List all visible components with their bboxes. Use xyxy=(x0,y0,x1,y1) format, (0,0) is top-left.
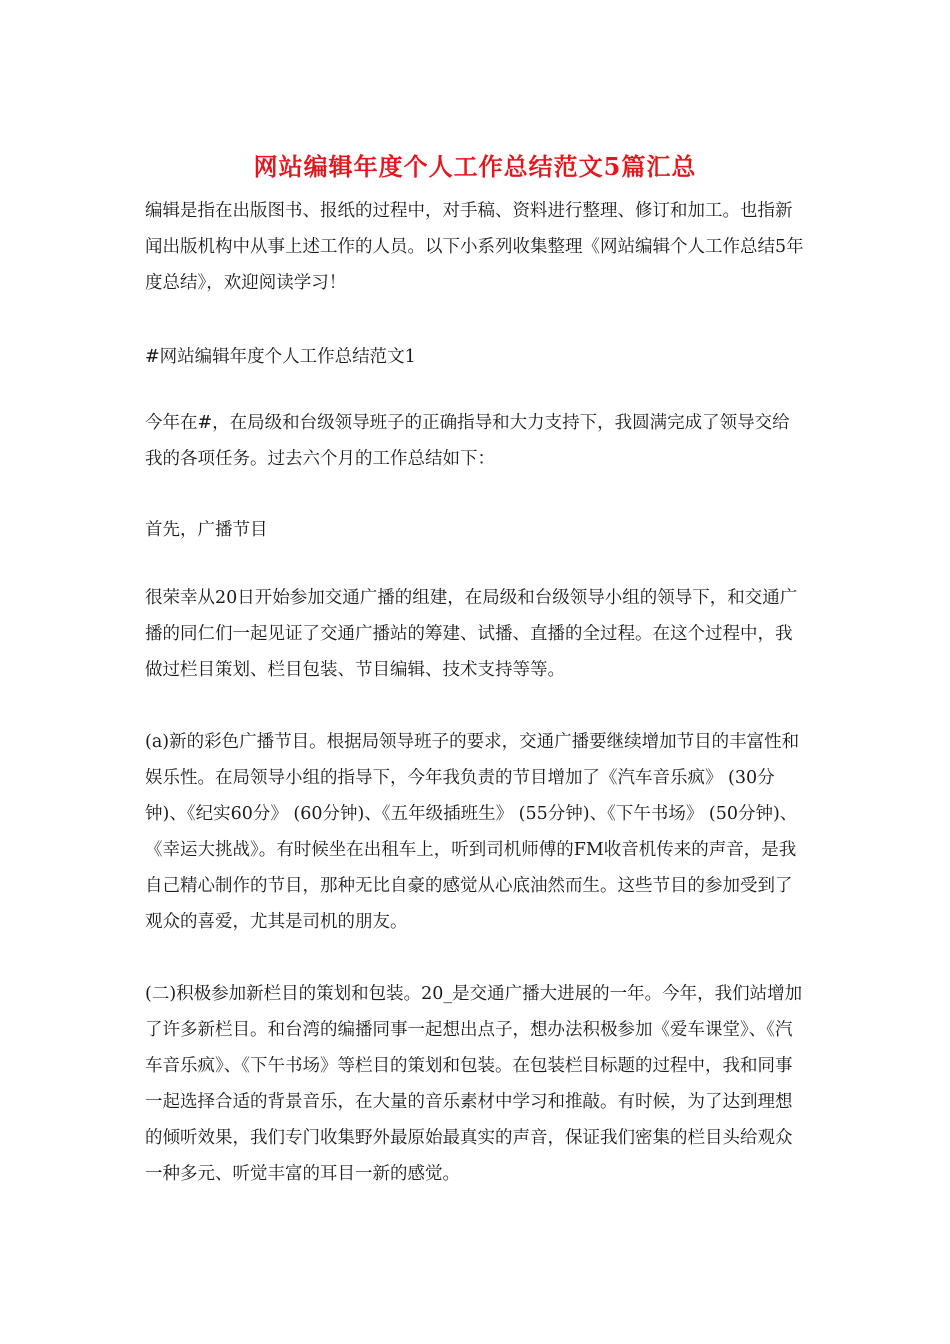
paragraph-first-broadcast: 首先，广播节目 xyxy=(145,520,268,540)
intro-paragraph: 编辑是指在出版图书、报纸的过程中，对手稿、资料进行整理、修订和加工。也指新闻出版机构中从事上述工作的人员。以下小系列收集整理《网站编辑个人工作总结5年度总结》，欢迎阅读学习！ xyxy=(145,201,804,293)
paragraph-new-programs: (a)新的彩色广播节目。根据局领导班子的要求，交通广播要继续增加节目的丰富性和娱乐性。在局领导小组的指导下，今年我负责的节目增加了《汽车音乐疯》 (30分钟)、《纪实60分》 (60分钟)、《五年级插班生》 (55分钟)、《下午书场》 (50分钟)、《幸运大挑战》。有时候坐在出租车上，听到司机师傅的FM收音机传来的声音，是我自己精心制作的节目，那种无比自豪的感觉从心底油然而生。这些节目的参加受到了观众的喜爱，尤其是司机的朋友。 xyxy=(145,732,800,932)
section-heading-1: #网站编辑年度个人工作总结范文1 xyxy=(145,347,416,367)
paragraph-new-columns: (二)积极参加新栏目的策划和包装。20_是交通广播大进展的一年。今年，我们站增加了许多新栏目。和台湾的编播同事一起想出点子，想办法积极参加《爱车课堂》、《汽车音乐疯》、《下午书场》等栏目的策划和包装。在包装栏目标题的过程中，我和同事一起选择合适的背景音乐，在大量的音乐素材中学习和推敲。有时候，为了达到理想的倾听效果，我们专门收集野外最原始最真实的声音，保证我们密集的栏目头给观众一种多元、听觉丰富的耳目一新的感觉。 xyxy=(145,984,803,1184)
paragraph-traffic-broadcast: 很荣幸从20日开始参加交通广播的组建，在局级和台级领导小组的领导下，和交通广播的同仁们一起见证了交通广播站的筹建、试播、直播的全过程。在这个过程中，我做过栏目策划、栏目包装、节目编辑、技术支持等等。 xyxy=(145,588,798,680)
document-title: 网站编辑年度个人工作总结范文5篇汇总 xyxy=(253,152,697,181)
paragraph-summary-intro: 今年在#，在局级和台级领导班子的正确指导和大力支持下，我圆满完成了领导交给我的各项任务。过去六个月的工作总结如下： xyxy=(145,413,790,469)
